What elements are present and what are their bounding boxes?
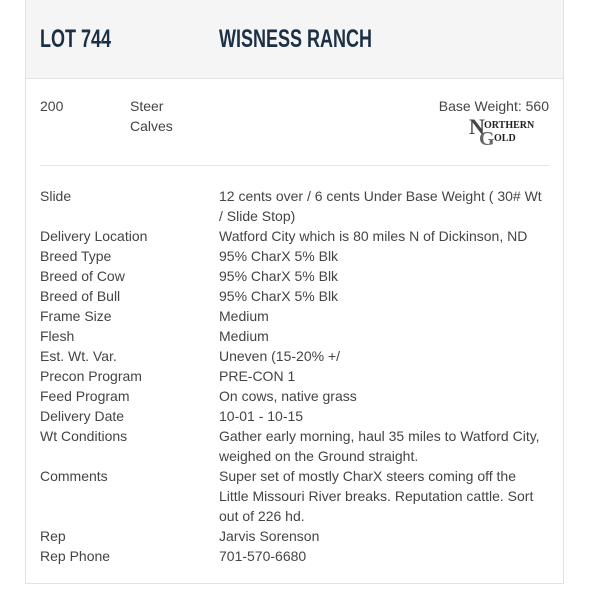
detail-row	[40, 546, 549, 566]
lot-header	[26, 0, 563, 79]
detail-row	[40, 386, 549, 406]
detail-value: Uneven (15-20% +/	[219, 348, 341, 364]
detail-value: 12 cents over / 6 cents Under Base Weight ( 30# Wt / Slide Stop)	[219, 188, 542, 224]
detail-value: On cows, native grass	[219, 388, 357, 404]
detail-value: 95% CharX 5% Blk	[219, 288, 339, 304]
detail-value: PRE-CON 1	[219, 368, 296, 384]
detail-label: Wt Conditions	[40, 428, 128, 444]
detail-row	[40, 266, 549, 286]
detail-value: 95% CharX 5% Blk	[219, 248, 339, 264]
detail-row	[40, 406, 549, 426]
detail-label: Breed of Cow	[40, 268, 125, 284]
detail-label: Rep Phone	[40, 548, 111, 564]
detail-value: Jarvis Sorenson	[219, 528, 320, 544]
detail-row	[40, 326, 549, 346]
detail-value: 95% CharX 5% Blk	[219, 268, 339, 284]
detail-label: Breed Type	[40, 248, 112, 264]
detail-label: Frame Size	[40, 308, 112, 324]
lot-details	[40, 186, 549, 566]
detail-value: 701-570-6680	[219, 548, 307, 564]
detail-label: Delivery Location	[40, 228, 148, 244]
detail-row	[40, 306, 549, 326]
detail-value: Medium	[219, 308, 269, 324]
detail-row	[40, 226, 549, 246]
svg-text:G: G	[479, 128, 495, 146]
detail-row	[40, 286, 549, 306]
ranch-name: WISNESS RANCH	[219, 25, 373, 53]
detail-label: Flesh	[40, 328, 75, 344]
base-weight: Base Weight: 560	[438, 98, 549, 114]
detail-label: Est. Wt. Var.	[40, 348, 117, 364]
detail-row	[40, 426, 549, 466]
detail-label: Rep	[40, 528, 66, 544]
detail-label: Slide	[40, 188, 72, 204]
detail-label: Delivery Date	[40, 408, 125, 424]
detail-value: Gather early morning, haul 35 miles to Watford City, weighed on the Ground straight.	[219, 428, 540, 464]
detail-row	[40, 526, 549, 546]
lot-summary	[40, 79, 549, 166]
detail-label: Comments	[40, 468, 108, 484]
lot-number: LOT 744	[40, 25, 112, 53]
detail-row	[40, 366, 549, 386]
detail-row	[40, 466, 549, 526]
detail-row	[40, 346, 549, 366]
detail-value: Medium	[219, 328, 269, 344]
detail-row	[40, 186, 549, 226]
head-count: 200	[40, 98, 64, 114]
lot-card	[25, 0, 564, 584]
svg-text:OLD: OLD	[494, 133, 516, 144]
detail-value: Watford City which is 80 miles N of Dickinson, ND	[219, 228, 528, 244]
detail-value: Super set of mostly CharX steers coming off the Little Missouri River breaks. Reputation cattle. Sort out of 226 hd.	[219, 468, 534, 524]
detail-row	[40, 246, 549, 266]
detail-label: Feed Program	[40, 388, 130, 404]
svg-text:ORTHERN: ORTHERN	[484, 120, 535, 131]
cattle-kind: Steer Calves	[130, 98, 173, 134]
detail-label: Breed of Bull	[40, 288, 121, 304]
svg-text:N: N	[469, 116, 485, 139]
detail-label: Precon Program	[40, 368, 142, 384]
detail-value: 10-01 - 10-15	[219, 408, 304, 424]
northern-gold-logo	[467, 116, 549, 146]
